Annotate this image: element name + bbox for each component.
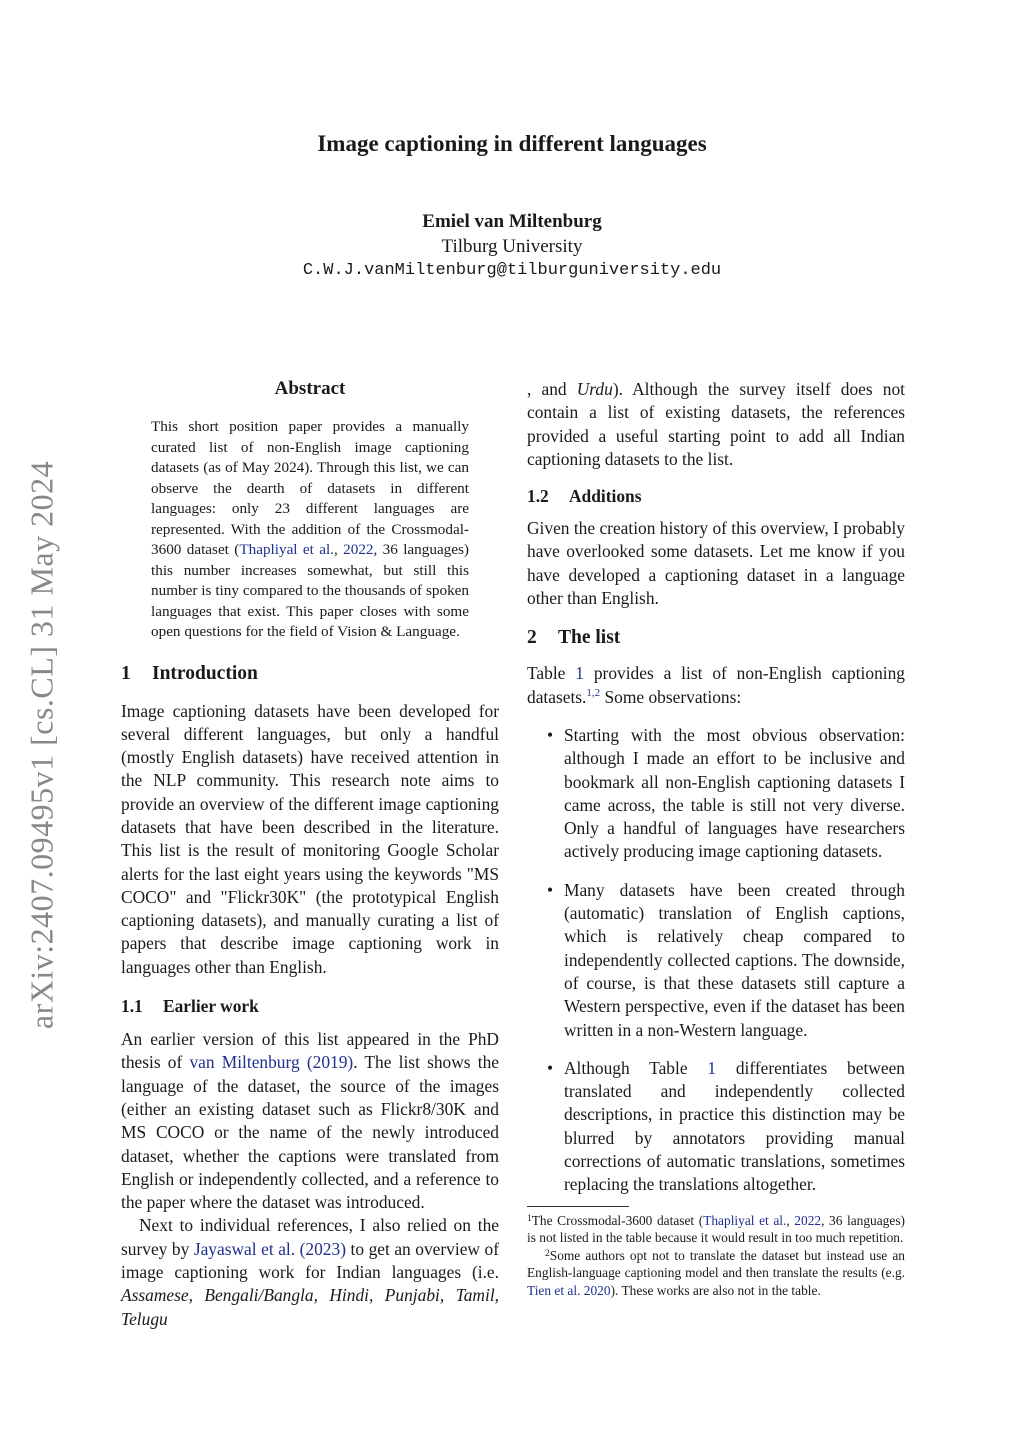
footnote-1: $^1$The Crossmodal-3600 dataset (Thapliyal et al., 2022, 36 languages) is not listed in the table because it would result in too much repetition. bbox=[527, 1212, 905, 1246]
list-intro-paragraph: Table 1 provides a list of non-English captioning datasets.$^{1,2}$ Some observations: bbox=[527, 663, 905, 707]
abstract-text: This short position paper provides a manually curated list of non-English image captioning datasets (as of May 2024). Through this list, we can observe the dearth of datasets in different languages: only 23 different languages are represented. With the addition of the Crossmodal-3600 dataset (Thapliyal et al., 2022, 36 languages) this number increases somewhat, but still this number is tiny compared to the thousands of spoken languages that exist. This paper closes with some open questions for the field of Vision & Language. bbox=[151, 418, 469, 640]
earlier-work-paragraph-2: Next to individual references, I also relied on the survey by Jayaswal et al. (2023) to get an overview of image captioning work for Indian languages (i.e. Assamese, Bengali/Bangla, Hindi, Punjabi, Tamil, Telugu bbox=[121, 1215, 499, 1329]
footnote-2: $^2$Some authors opt not to translate the dataset but instead use an English-language captioning model and then translate the results (e.g. Tien et al. 2020). These works are also not in the table. bbox=[527, 1247, 905, 1298]
table-reference-link[interactable]: 1 bbox=[575, 663, 584, 684]
citation-year-link[interactable]: 2022 bbox=[794, 1212, 822, 1228]
list-item: • Starting with the most obvious observation: although I made an effort to be inclusive and bookmark all non-English captioning datasets I came across, the table is still not very diverse. Only a handful of languages have researchers actively producing image captioning datasets. bbox=[547, 724, 905, 862]
arxiv-identifier: arXiv:2407.09495v1 [cs.CL] 31 May 2024 bbox=[23, 460, 60, 1030]
section-heading-earlier-work: 1.1 Earlier work bbox=[121, 996, 259, 1017]
list-item: • Many datasets have been created through (automatic) translation of English captions, which is relatively cheap compared to independently collected captions. The downside, of course, is that these datasets still capture a Western perspective, even if the dataset has been written in a non-Western language. bbox=[547, 879, 905, 1040]
list-item: • Although Table 1 differentiates between translated and independently collected descriptions, in practice this distinction may be blurred by annotators providing manual corrections of automatic translations, sometimes replacing the translations altogether. bbox=[547, 1057, 905, 1195]
observations-list bbox=[527, 724, 905, 1197]
footnote-divider bbox=[527, 1206, 629, 1207]
footnote-1-link[interactable]: 1 bbox=[586, 686, 592, 699]
footnote-2-link[interactable]: 2 bbox=[594, 686, 601, 699]
earlier-work-paragraph-1: An earlier version of this list appeared in the PhD thesis of van Miltenburg (2019). The list shows the language of the dataset, the source of the images (either an existing dataset such as Flickr8/30K and MS COCO or the name of the newly introduced dataset, whether the captions were translated from English or independently collected, and a reference to the paper where the dataset was introduced. bbox=[121, 1029, 499, 1213]
right-column bbox=[527, 378, 905, 1299]
additions-paragraph: Given the creation history of this overview, I probably have overlooked some datasets. Let me know if you have developed a captioning dataset in a language other than English. bbox=[527, 518, 905, 609]
citation-link[interactable]: Thapliyal et al. bbox=[239, 541, 334, 558]
citation-year-link[interactable]: 2022 bbox=[343, 541, 374, 558]
table-reference-link[interactable]: 1 bbox=[707, 1057, 717, 1078]
author-name: Emiel van Miltenburg bbox=[422, 211, 602, 232]
section-heading-the-list: 2 The list bbox=[527, 627, 621, 649]
section-heading-introduction: 1 Introduction bbox=[121, 662, 258, 684]
citation-link[interactable]: Thapliyal et al. bbox=[703, 1212, 787, 1228]
citation-link[interactable]: Jayaswal et al. (2023) bbox=[193, 1238, 346, 1259]
citation-link[interactable]: van Miltenburg (2019) bbox=[189, 1052, 354, 1073]
citation-link[interactable]: Tien et al. 2020 bbox=[527, 1282, 611, 1298]
introduction-paragraph: Image captioning datasets have been developed for several different languages, but only a handful (mostly English datasets) have received attention in the NLP community. This research note aims to provide an overview of the different image captioning datasets that have been described in the literature. This list is the result of monitoring Google Scholar alerts for the last eight years using the keywords "MS COCO" and "Flickr30K" (the prototypical English captioning datasets), and manually curating a list of papers that describe image captioning work in languages other than English. bbox=[121, 700, 499, 977]
earlier-work-paragraph-2-continued: , and Urdu). Although the survey itself does not contain a list of existing datasets, the references provided a useful starting point to add all Indian captioning datasets to the list. bbox=[527, 379, 905, 469]
author-email[interactable]: C.W.J.vanMiltenburg@tilburguniversity.edu bbox=[302, 261, 722, 280]
paper-title: Image captioning in different languages bbox=[317, 131, 707, 156]
section-heading-additions: 1.2 Additions bbox=[527, 486, 642, 507]
abstract-heading: Abstract bbox=[274, 378, 346, 399]
left-column bbox=[121, 378, 499, 1331]
author-affiliation: Tilburg University bbox=[441, 236, 583, 257]
